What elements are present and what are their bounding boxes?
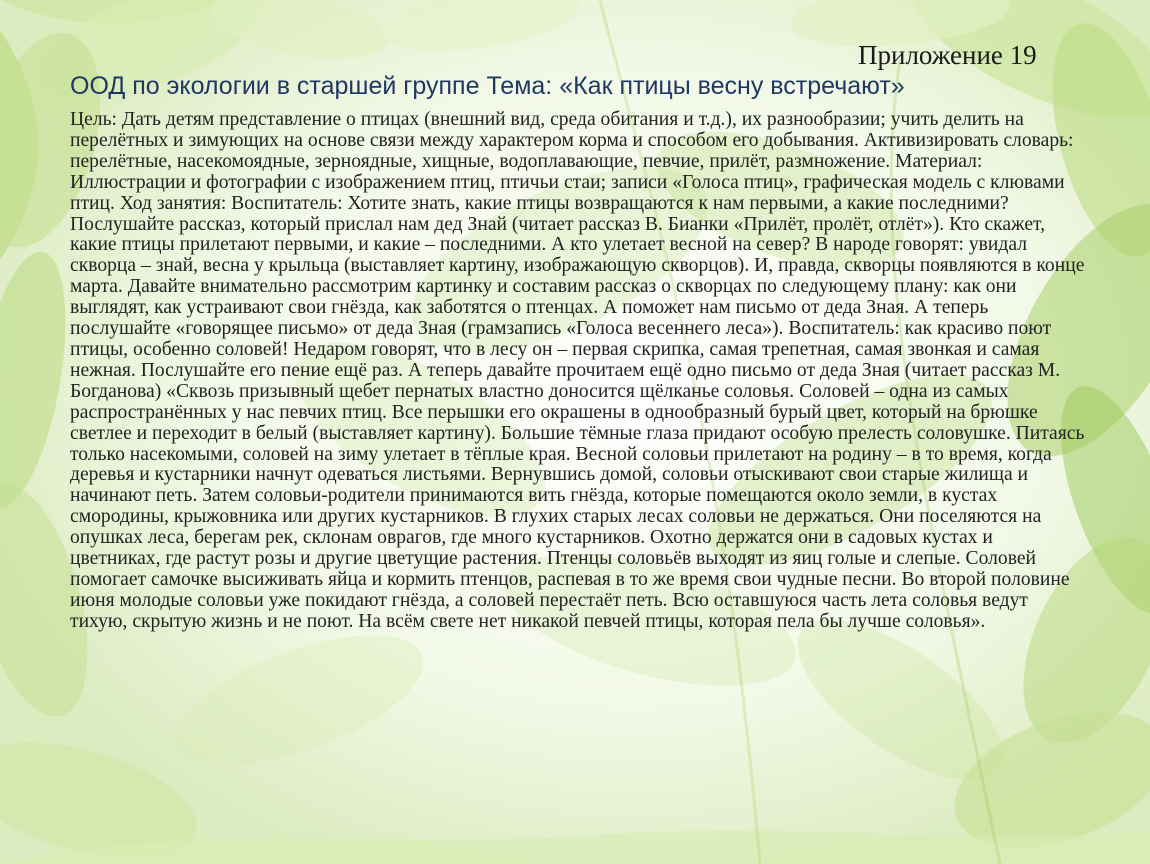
lesson-body-text: Цель: Дать детям представление о птицах (внешний вид, среда обитания и т.д.), их разнообразии; учить делить на перелётных и зимующих на основе связи между характером корма и способом его добывания. Активизировать словарь: перелётные, насекомоядные, зерноядные, хищные, водоплавающие, певчие, прилёт, размножение. Материал: Иллюстрации и фотографии с изображением птиц, птичьи стаи; записи «Голоса птиц», графическая модель с клювами птиц. Ход занятия: Воспитатель: Хотите знать, какие птицы возвращаются к нам первыми, а какие последними? Послушайте рассказ, который прислал нам дед Знай (читает рассказ В. Бианки «Прилёт, пролёт, отлёт»). Кто скажет, какие птицы прилетают первыми, и какие – последними. А кто улетает весной на север? В народе говорят: увидал скворца – знай, весна у крыльца (выставляет картину, изображающую скворцов). И, правда, скворцы появляются в конце марта. Давайте внимательно рассмотрим картинку и составим рассказ о скворцах по следующему плану: как они выглядят, как устраивают свои гнёзда, как заботятся о птенцах. А поможет нам письмо от деда Зная. А теперь послушайте «говорящее письмо» от деда Зная (грамзапись «Голоса весеннего леса»). Воспитатель: как красиво поют птицы, особенно соловей! Недаром говорят, что в лесу он – первая скрипка, самая трепетная, самая звонкая и самая нежная. Послушайте его пение ещё раз. А теперь давайте прочитаем ещё одно письмо от деда Зная (читает рассказ М. Богданова) «Сквозь призывный щебет пернатых властно доносится щёлканье соловья. Соловей – одна из самых распространённых у нас певчих птиц. Все перышки его окрашены в однообразный бурый цвет, который на брюшке светлее и переходит в белый (выставляет картину). Большие тёмные глаза придают особую прелесть соловушке. Питаясь только насекомыми, соловей на зиму улетает в тёплые края. Весной соловьи прилетают на родину – в то время, когда деревья и кустарники начнут одеваться листьями. Вернувшись домой, соловьи отыскивают свои старые жилища и начинают петь. Затем соловьи-родители принимаются вить гнёзда, которые помещаются около земли, в кустах смородины, крыжовника или других кустарников. В глухих старых лесах соловьи не держаться. Они поселяются на опушках леса, берегам рек, склонам оврагов, где много кустарников. Охотно держатся они в садовых кустах и цветниках, где растут розы и другие цветущие растения. Птенцы соловьёв выходят из яиц голые и слепые. Соловей помогает самочке высиживать яйца и кормить птенцов, распевая в то же время свои чудные песни. Во второй половине июня молодые соловьи уже покидают гнёзда, а соловей перестаёт петь. Всю оставшуюся часть лета соловья ведут тихую, скрытую жизнь и не поют. На всём свете нет никакой певчей птицы, которая пела бы лучше соловья». [70, 109, 1085, 632]
appendix-label: Приложение 19 [858, 40, 1037, 70]
slide-title: ООД по экологии в старшей группе Тема: «Как птицы весну встречают» [70, 72, 905, 100]
